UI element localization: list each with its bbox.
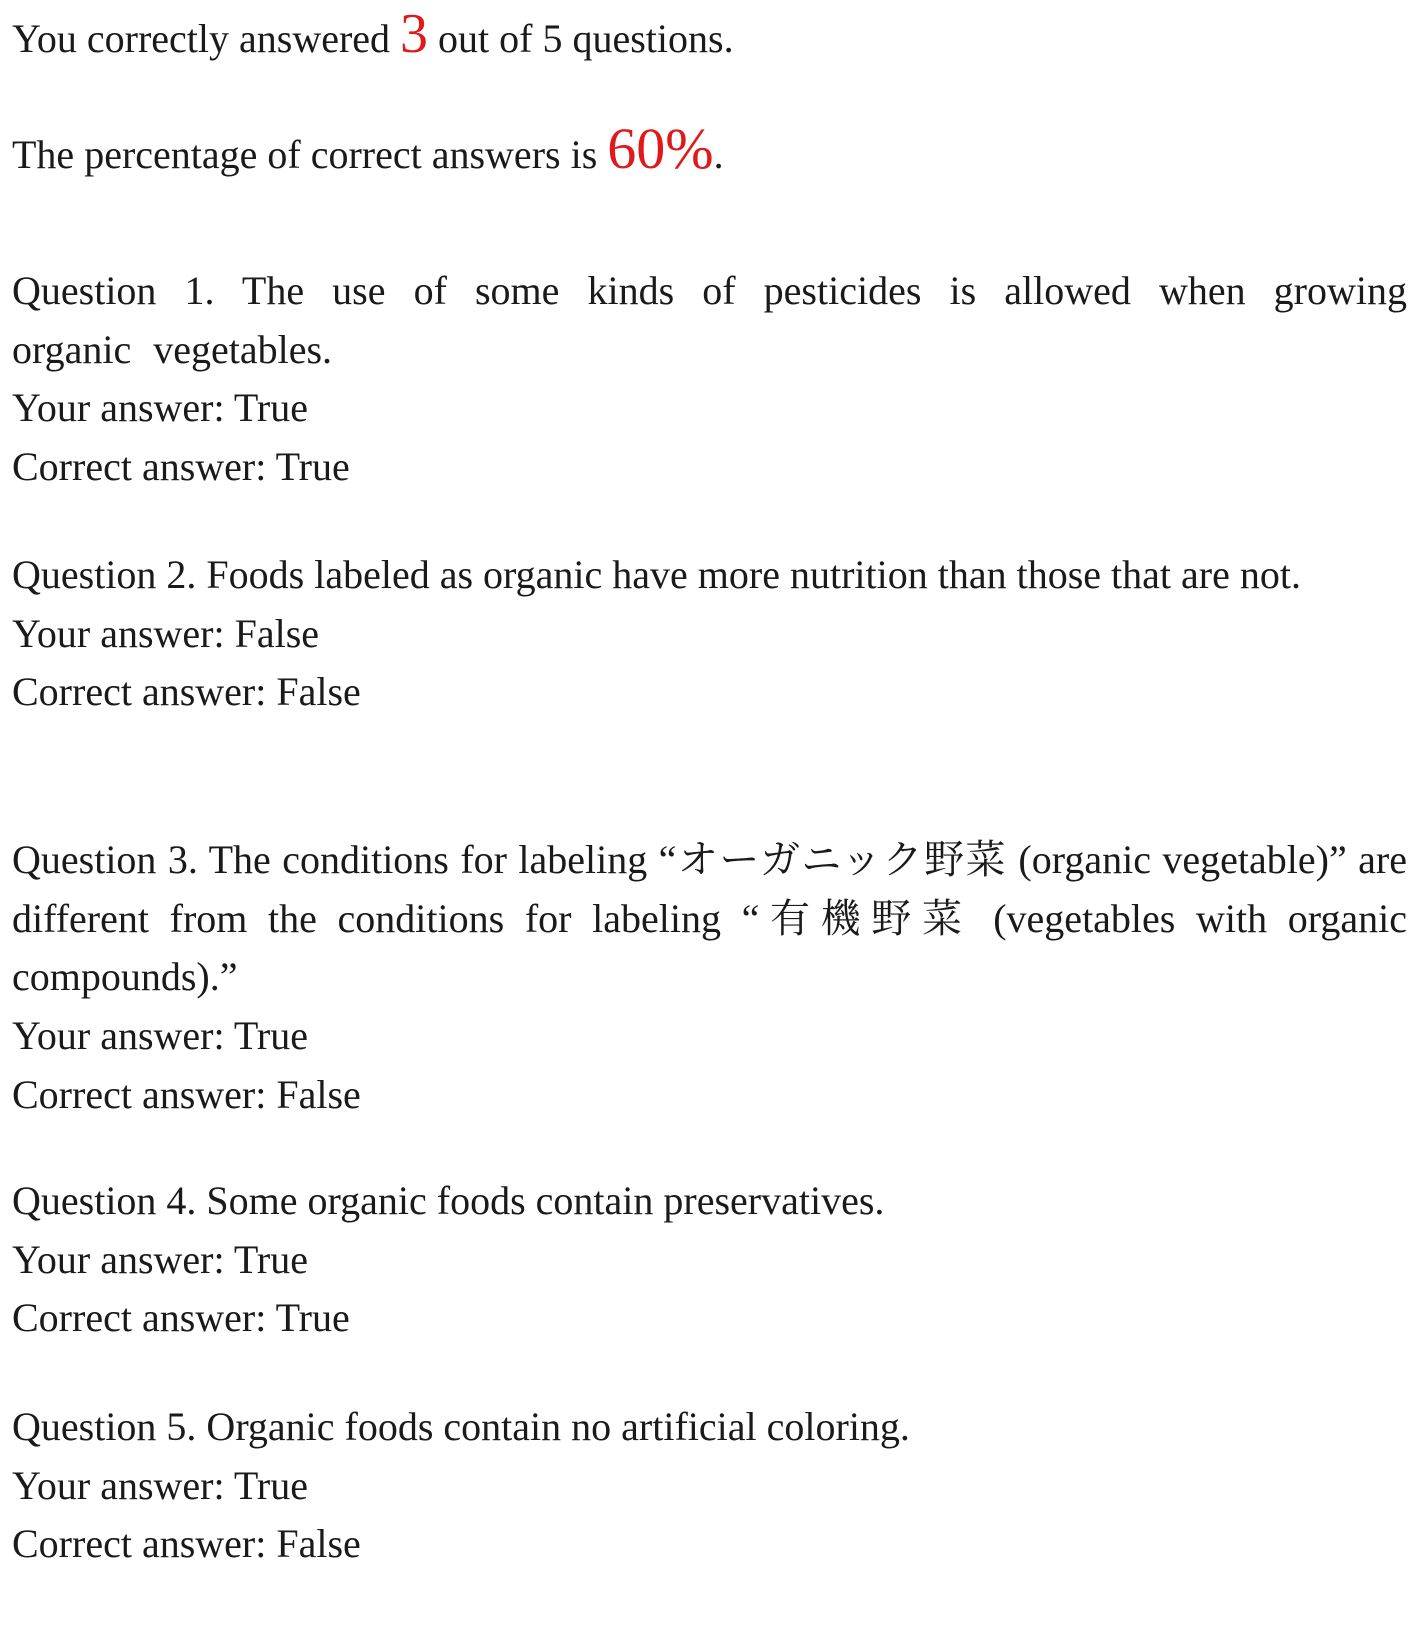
your-answer: Your answer: False	[12, 610, 320, 656]
percentage-summary	[12, 116, 724, 185]
correct-answer: Correct answer: True	[12, 444, 350, 490]
question-text: Question 4. Some organic foods contain preservatives.	[12, 1178, 885, 1223]
question-block-5	[12, 1398, 1407, 1574]
correct-answer: Correct answer: False	[12, 669, 361, 715]
question-block-1	[12, 262, 1407, 497]
correct-answer: Correct answer: True	[12, 1295, 350, 1341]
percentage-prefix: The percentage of correct answers is	[12, 132, 608, 177]
correct-count-prefix: You correctly answered	[12, 16, 401, 61]
your-answer: Your answer: True	[12, 385, 308, 431]
correct-answer: Correct answer: False	[12, 1071, 361, 1117]
your-answer: Your answer: True	[12, 1236, 308, 1282]
percentage-suffix: .	[713, 132, 724, 177]
question-text: Question 5. Organic foods contain no artificial coloring.	[12, 1404, 910, 1449]
question-text: Question 1. The use of some kinds of pesticides is allowed when growing organic vegetables.	[12, 268, 1407, 372]
percentage-value: 60%	[607, 116, 714, 181]
your-answer: Your answer: True	[12, 1013, 308, 1059]
question-block-2	[12, 546, 1407, 722]
question-text: Question 2. Foods labeled as organic have more nutrition than those that are not.	[12, 552, 1301, 597]
correct-answer: Correct answer: False	[12, 1521, 361, 1567]
your-answer: Your answer: True	[12, 1462, 308, 1508]
correct-count-suffix: out of 5 questions.	[428, 16, 734, 61]
question-text: Question 3. The conditions for labeling “オーガニック野菜 (organic vegetable)” are different from the conditions for labeling “有機野菜 (vegetables with organic compounds).”	[12, 837, 1407, 1000]
correct-count-value: 3	[400, 3, 429, 65]
correct-count-summary	[12, 3, 734, 69]
question-block-4	[12, 1172, 1407, 1348]
question-block-3	[12, 831, 1407, 1125]
